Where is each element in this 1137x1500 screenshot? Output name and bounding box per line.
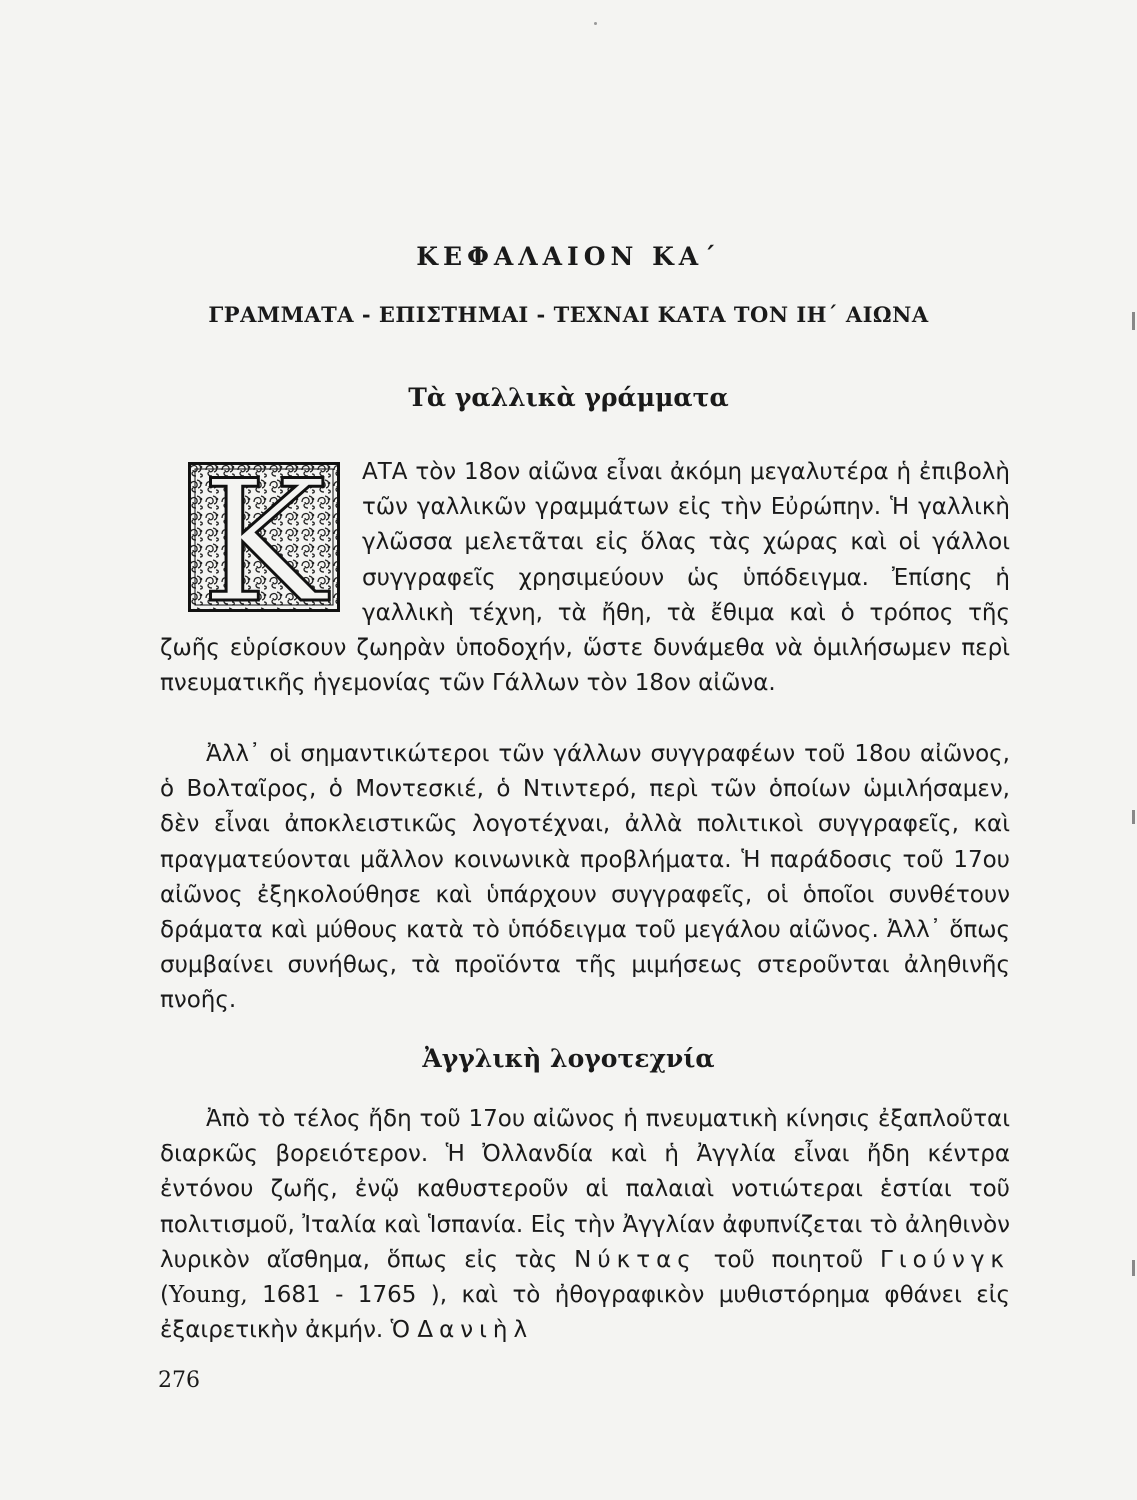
page-edge-mark [1132, 810, 1135, 824]
paren-close: ), [430, 1282, 448, 1309]
paragraph-english-text-b: τοῦ ποιητοῦ [713, 1246, 864, 1273]
print-speck [594, 22, 597, 25]
poet-dates: 1681 - 1765 [262, 1282, 417, 1309]
paragraph-french-2: Ἀλλ᾽ οἱ σημαντικώτεροι τῶν γάλλων συγγραφέων τοῦ 18ου αἰῶνος, ὁ Βολταῖρος, ὁ Μοντεσκιέ, ὁ Ντιντερό, περὶ τῶν ὁποίων ὡμιλήσαμεν, δὲν εἶναι ἀποκλειστικῶς λογοτέχναι, ἀλλὰ πολιτικοὶ συγγραφεῖς, καὶ πραγματεύονται μᾶλλον κοινωνικὰ προβλήματα. Ἡ παράδοσις τοῦ 17ου αἰῶνος ἐξηκολούθησε καὶ ὑπάρχουν συγγραφεῖς, οἱ ὁποῖοι συνθέτουν δράματα καὶ μύθους κατὰ τὸ ὑπόδειγμα τοῦ μεγάλου αἰῶνος. Ἀλλ᾽ ὅπως συμβαίνει συνήθως, τὰ προϊόντα τῆς μιμήσεως στεροῦνται ἀληθινῆς πνοῆς. [160, 741, 1010, 1014]
paragraph-french-1 [160, 455, 1010, 701]
drop-cap-ornament [188, 462, 340, 612]
paragraph-english-text-a: Ἀπὸ τὸ τέλος ἤδη τοῦ 17ου αἰῶνος ἡ πνευματικὴ κίνησις ἐξαπλοῦται διαρκῶς βορειότερον. Ἡ Ὀλλανδία καὶ ἡ Ἀγγλία εἶναι ἤδη κέντρα ἐντόνου ζωῆς, ἐνῷ καθυστεροῦν αἱ παλαιαὶ νοτιώτεραι ἑστίαι τοῦ πολιτισμοῦ, Ἰταλία καὶ Ἱσπανία. Εἰς τὴν Ἀγγλίαν ἀφυπνίζεται τὸ ἀληθινὸν λυρικὸν αἴσθημα, ὅπως εἰς τὰς [160, 1106, 1010, 1273]
drop-cap-letter: Κ [201, 462, 327, 612]
page-number: 276 [158, 1368, 200, 1393]
chapter-heading: ΚΕΦΑΛΑΙΟΝ ΚΑ΄ [416, 242, 721, 271]
page-edge-mark [1132, 1260, 1135, 1276]
chapter-subheading: ΓΡΑΜΜΑΤΑ - ΕΠΙΣΤΗΜΑΙ - ΤΕΧΝΑΙ ΚΑΤΑ ΤΟΝ ΙΗ΄ ΑΙΩΝΑ [208, 302, 929, 327]
paragraph-english-text-c: καὶ τὸ ἠθογραφικὸν μυθιστόρημα φθάνει εἰς ἐξαιρετικὴν ἀκμήν. Ὁ [160, 1282, 1011, 1344]
poet-name-latin: Young, [168, 1282, 248, 1309]
title-nyktas: Νύκτας [574, 1246, 697, 1273]
ornamental-initial-k [188, 462, 340, 612]
name-daniel: Δανιὴλ [417, 1317, 534, 1344]
poet-name-greek: Γιούνγκ [880, 1246, 1010, 1273]
paren-open: ( [160, 1282, 169, 1309]
section-title-french-letters: Τὰ γαλλικὰ γράμματα [408, 383, 729, 412]
paragraph-french-1-text: ΑΤΑ τὸν 18ον αἰῶνα εἶναι ἀκόμη μεγαλυτέρα ἡ ἐπιβολὴ τῶν γαλλικῶν γραμμάτων εἰς τὴν Εὐρώπην. Ἡ γαλλικὴ γλῶσσα μελετᾶται εἰς ὅλας τὰς χώρας καὶ οἱ γάλλοι συγγραφεῖς χρησιμεύουν ὡς ὑπόδειγμα. Ἐπίσης ἡ γαλλικὴ τέχνη, τὰ ἤθη, τὰ ἔθιμα καὶ ὁ τρόπος τῆς ζωῆς εὑρίσκουν ζωηρὰν ὑποδοχήν, ὥστε δυνάμεθα νὰ ὁμιλήσωμεν περὶ πνευματικῆς ἡγεμονίας τῶν Γάλλων τὸν 18ον αἰῶνα. [160, 459, 1010, 697]
paragraph-english-1 [160, 1102, 1010, 1348]
section-title-english-literature: Ἀγγλικὴ λογοτεχνία [422, 1044, 715, 1073]
